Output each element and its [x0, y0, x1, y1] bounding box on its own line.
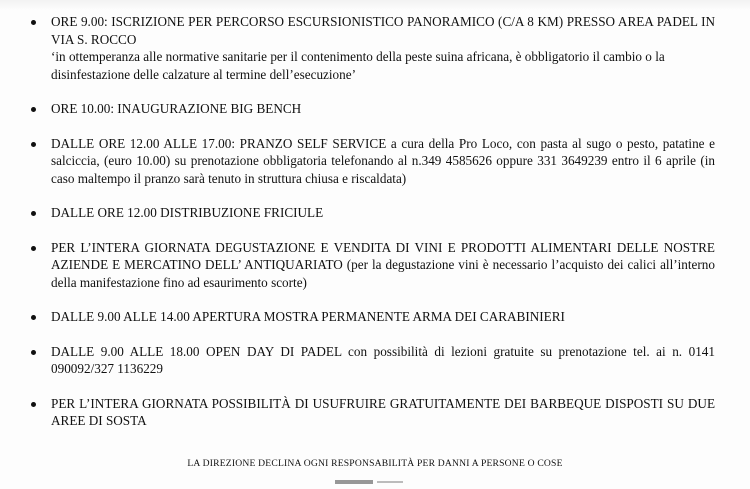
list-item: [31, 395, 715, 430]
bullet-icon: [31, 211, 36, 216]
item-text: ORE 10.00: INAUGURAZIONE BIG BENCH: [51, 101, 302, 116]
item-text: PER L’INTERA GIORNATA DEGUSTAZIONE E VENDITA DI VINI E PRODOTTI ALIMENTARI DELLE NOSTRE AZIENDE E MERCATINO DELL’ ANTIQUARIATO (per la degustazione vini è necessario l’acquisto dei calici all’interno della manifestazione fino ad esaurimento scorte): [51, 239, 715, 290]
item-text: DALLE ORE 12.00 DISTRIBUZIONE FRICIULE: [51, 205, 324, 220]
bullet-icon: [31, 107, 36, 112]
bullet-icon: [31, 402, 36, 407]
list-item: [31, 343, 715, 378]
item-text: DALLE ORE 12.00 ALLE 17.00: PRANZO SELF SERVICE a cura della Pro Loco, con pasta al sugo o pesto, patatine e salciccia, (euro 10.00) su prenotazione obbligatoria telefonando al n.349 4585626 oppure 331 3649239 entro il 6 aprile (in caso maltempo il pranzo sarà tenuto in struttura chiusa e riscaldata): [51, 135, 715, 186]
page-top-shading: [0, 0, 750, 10]
list-item: [31, 13, 715, 83]
printer-logo-icon: [335, 479, 405, 485]
disclaimer-footer: LA DIREZIONE DECLINA OGNI RESPONSABILITÀ PER DANNI A PERSONE O COSE: [187, 458, 563, 469]
item-note: ‘in ottemperanza alle normative sanitarie per il contenimento della peste suina africana, è obbligatorio il cambio o la disinfestazione delle calzature al termine dell’esecuzione’: [51, 49, 665, 82]
bullet-icon: [31, 142, 36, 147]
list-item: [31, 239, 715, 292]
bullet-icon: [31, 246, 36, 251]
item-text: DALLE 9.00 ALLE 18.00 OPEN DAY DI PADEL con possibilità di lezioni gratuite su prenotazione tel. ai n. 0141 090092/327 1136229: [51, 343, 715, 376]
item-text: DALLE 9.00 ALLE 14.00 APERTURA MOSTRA PERMANENTE ARMA DEI CARABINIERI: [51, 309, 565, 324]
item-text: PER L’INTERA GIORNATA POSSIBILITÀ DI USUFRUIRE GRATUITAMENTE DEI BARBEQUE DISPOSTI SU DUE AREE DI SOSTA: [51, 395, 715, 428]
program-list: [31, 13, 715, 447]
bullet-icon: [31, 315, 36, 320]
list-item: [31, 204, 715, 222]
bullet-icon: [31, 350, 36, 355]
list-item: [31, 100, 715, 118]
list-item: [31, 308, 715, 326]
bullet-icon: [31, 20, 36, 25]
list-item: [31, 135, 715, 188]
item-text: ORE 9.00: ISCRIZIONE PER PERCORSO ESCURSIONISTICO PANORAMICO (C/A 8 KM) PRESSO AREA PADEL IN VIA S. ROCCO: [51, 14, 715, 47]
